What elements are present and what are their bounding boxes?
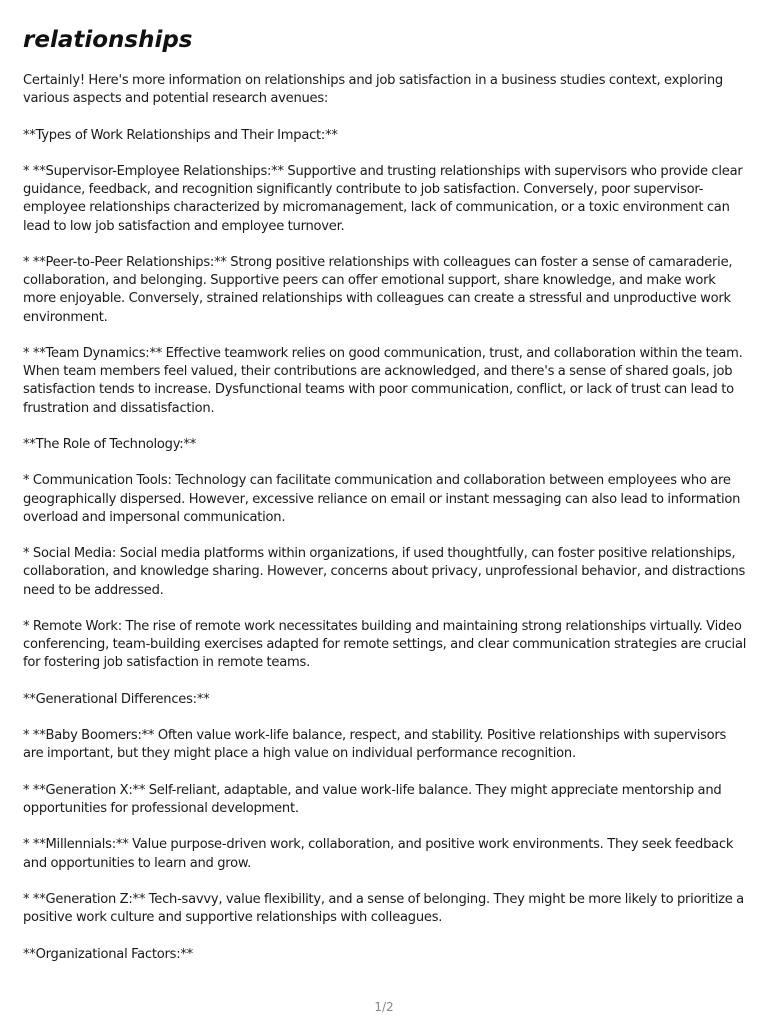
bullet-millennials: * **Millennials:** Value purpose-driven work, collaboration, and positive work environments. They seek feedback and opportunities to learn and grow. xyxy=(23,837,734,871)
section-heading-generational: **Generational Differences:** xyxy=(23,691,210,707)
bullet-generation-x: * **Generation X:** Self-reliant, adaptable, and value work-life balance. They might appreciate mentorship and opportunities for professional development. xyxy=(23,782,722,816)
bullet-team-dynamics: * **Team Dynamics:** Effective teamwork relies on good communication, trust, and collaboration within the team. When team members feel valued, their contributions are acknowledged, and there's a sense of shared goals, job satisfaction tends to increase. Dysfunctional teams with poor communication, conflict, or lack of trust can lead to frustration and dissatisfaction. xyxy=(23,345,743,416)
section-heading-organizational: **Organizational Factors:** xyxy=(23,946,193,962)
section-heading-work-relationships: **Types of Work Relationships and Their Impact:** xyxy=(23,127,338,143)
page-indicator: 1/2 xyxy=(374,1000,394,1014)
bullet-baby-boomers: * **Baby Boomers:** Often value work-life balance, respect, and stability. Positive relationships with supervisors are important, but they might place a high value on individual performance recognition. xyxy=(23,728,727,762)
document-page xyxy=(23,26,748,982)
section-heading-technology: **The Role of Technology:** xyxy=(23,436,197,452)
document-title: relationships xyxy=(23,27,193,53)
bullet-supervisor-employee: * **Supervisor-Employee Relationships:** Supportive and trusting relationships with supervisors who provide clear guidance, feedback, and recognition significantly contribute to job satisfaction. Conversely, poor supervisor-employee relationships characterized by micromanagement, lack of communication, or a toxic environment can lead to low job satisfaction and employee turnover. xyxy=(23,163,743,234)
intro-paragraph: Certainly! Here's more information on relationships and job satisfaction in a business studies context, exploring various aspects and potential research avenues: xyxy=(23,73,723,107)
bullet-peer-to-peer: * **Peer-to-Peer Relationships:** Strong positive relationships with colleagues can foster a sense of camaraderie, collaboration, and belonging. Supportive peers can offer emotional support, share knowledge, and make work more enjoyable. Conversely, strained relationships with colleagues can create a stressful and unproductive work environment. xyxy=(23,254,733,325)
bullet-social-media: * Social Media: Social media platforms within organizations, if used thoughtfully, can foster positive relationships, collaboration, and knowledge sharing. However, concerns about privacy, unprofessional behavior, and distractions need to be addressed. xyxy=(23,546,746,598)
bullet-communication-tools: * Communication Tools: Technology can facilitate communication and collaboration between employees who are geographically dispersed. However, excessive reliance on email or instant messaging can also lead to information overload and impersonal communication. xyxy=(23,473,741,525)
bullet-remote-work: * Remote Work: The rise of remote work necessitates building and maintaining strong relationships virtually. Video conferencing, team-building exercises adapted for remote settings, and clear communication strategies are crucial for fostering job satisfaction in remote teams. xyxy=(23,618,747,671)
bullet-generation-z: * **Generation Z:** Tech-savvy, value flexibility, and a sense of belonging. They might be more likely to prioritize a positive work culture and supportive relationships with colleagues. xyxy=(23,891,744,926)
